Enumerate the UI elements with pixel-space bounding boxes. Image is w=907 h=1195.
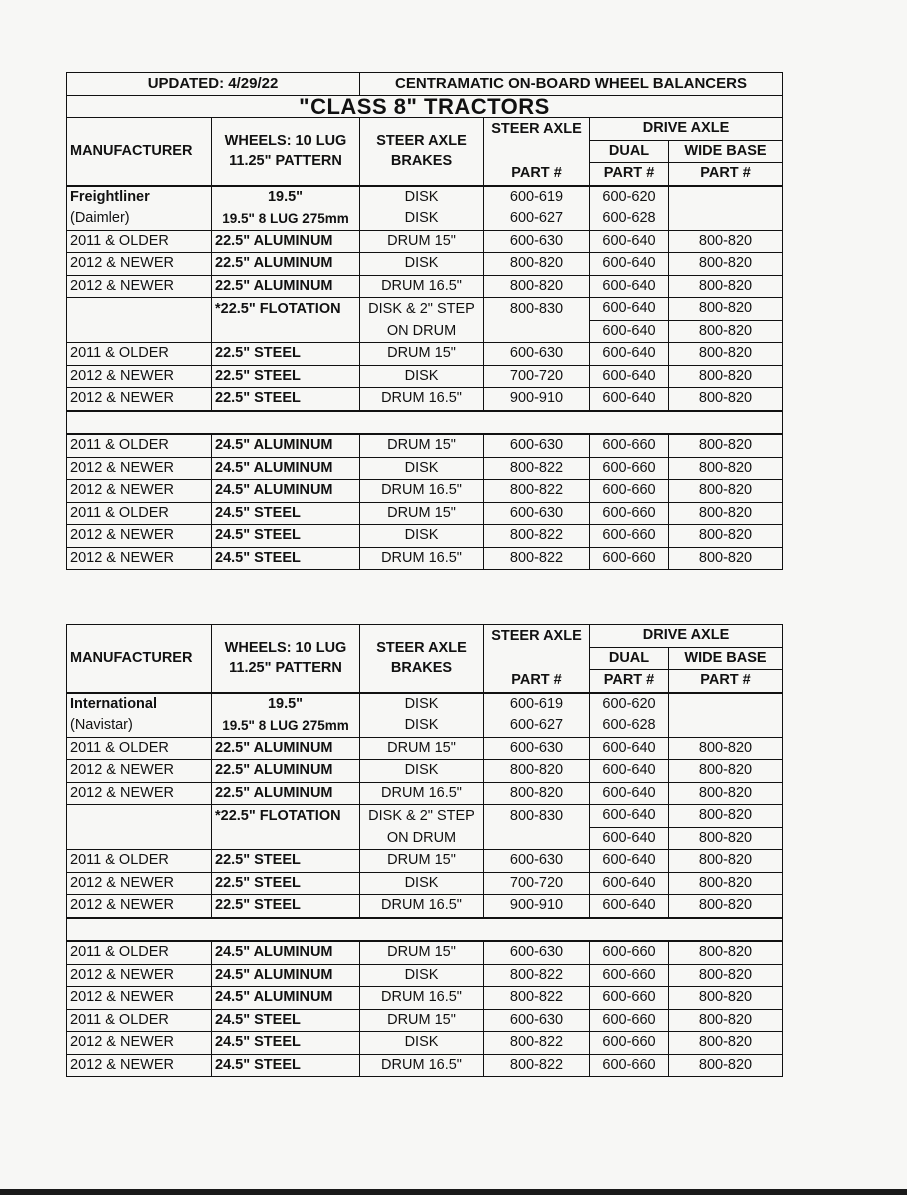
- table-row: 2011 & OLDER 22.5" STEEL DRUM 15" 600-630 600-640 800-820: [67, 343, 783, 366]
- col-steer-axle: STEER AXLE: [484, 625, 590, 648]
- table-row: 2012 & NEWER 24.5" STEEL DRUM 16.5" 800-822 600-660 800-820: [67, 1054, 783, 1077]
- table-row: 2011 & OLDER 24.5" STEEL DRUM 15" 600-630 600-660 800-820: [67, 502, 783, 525]
- col-drive-axle: DRIVE AXLE: [590, 625, 783, 648]
- table-row: 2011 & OLDER 22.5" STEEL DRUM 15" 600-630 600-640 800-820: [67, 850, 783, 873]
- table-row: 2012 & NEWER 22.5" ALUMINUM DRUM 16.5" 800-820 600-640 800-820: [67, 782, 783, 805]
- col-drive-axle: DRIVE AXLE: [590, 118, 783, 141]
- col-wide-part: PART #: [669, 163, 783, 186]
- table-row: 2012 & NEWER 24.5" ALUMINUM DRUM 16.5" 800-822 600-660 800-820: [67, 987, 783, 1010]
- col-wheels: WHEELS: 10 LUG 11.25" PATTERN: [224, 133, 347, 170]
- page-title: "CLASS 8" TRACTORS: [67, 95, 783, 118]
- table-row: 2011 & OLDER 24.5" ALUMINUM DRUM 15" 600-630 600-660 800-820: [67, 434, 783, 457]
- table-row: 2012 & NEWER 24.5" ALUMINUM DRUM 16.5" 800-822 600-660 800-820: [67, 480, 783, 503]
- freightliner-table: [66, 72, 783, 570]
- table-row: (Daimler) 19.5" 8 LUG 275mm DISK 600-627 600-628: [67, 208, 783, 230]
- international-table: [66, 624, 783, 1077]
- col-dual-part: PART #: [590, 670, 669, 693]
- table-row: 2012 & NEWER 22.5" STEEL DRUM 16.5" 900-910 600-640 800-820: [67, 895, 783, 918]
- table-row: 2012 & NEWER 24.5" STEEL DISK 800-822 600-660 800-820: [67, 1032, 783, 1055]
- table-row: *22.5" FLOTATION DISK & 2" STEP 800-830 600-640 800-820: [67, 298, 783, 321]
- col-steer-axle: STEER AXLE: [484, 118, 590, 141]
- table-row: 2012 & NEWER 22.5" STEEL DISK 700-720 600-640 800-820: [67, 365, 783, 388]
- col-steer-brakes: STEER AXLE BRAKES: [376, 133, 467, 170]
- manufacturer-sub: (Navistar): [67, 715, 212, 737]
- table-row: 2012 & NEWER 24.5" STEEL DISK 800-822 600-660 800-820: [67, 525, 783, 548]
- table-row: 2012 & NEWER 22.5" STEEL DRUM 16.5" 900-910 600-640 800-820: [67, 388, 783, 411]
- table-row: ON DRUM 600-640 800-820: [67, 320, 783, 343]
- table-row: 2012 & NEWER 22.5" STEEL DISK 700-720 600-640 800-820: [67, 872, 783, 895]
- col-wheels: WHEELS: 10 LUG 11.25" PATTERN: [224, 640, 347, 677]
- section-divider: [67, 411, 783, 435]
- product-title: CENTRAMATIC ON-BOARD WHEEL BALANCERS: [360, 73, 783, 96]
- table-row: ON DRUM 600-640 800-820: [67, 827, 783, 850]
- col-dual: DUAL: [590, 647, 669, 670]
- table-row: 2011 & OLDER 22.5" ALUMINUM DRUM 15" 600-630 600-640 800-820: [67, 230, 783, 253]
- table-row: 2011 & OLDER 24.5" STEEL DRUM 15" 600-630 600-660 800-820: [67, 1009, 783, 1032]
- table-row: 2012 & NEWER 24.5" ALUMINUM DISK 800-822 600-660 800-820: [67, 457, 783, 480]
- section-divider: [67, 918, 783, 942]
- manufacturer-name: Freightliner: [67, 186, 212, 209]
- col-steer-brakes: STEER AXLE BRAKES: [376, 640, 467, 677]
- col-wide-part: PART #: [669, 670, 783, 693]
- table-row: Freightliner 19.5" DISK 600-619 600-620: [67, 186, 783, 209]
- col-dual-part: PART #: [590, 163, 669, 186]
- table-row: International 19.5" DISK 600-619 600-620: [67, 693, 783, 716]
- table-row: 2011 & OLDER 24.5" ALUMINUM DRUM 15" 600-630 600-660 800-820: [67, 941, 783, 964]
- col-steer-part: PART #: [484, 670, 590, 693]
- table-row: 2012 & NEWER 24.5" STEEL DRUM 16.5" 800-822 600-660 800-820: [67, 547, 783, 570]
- col-manufacturer: MANUFACTURER: [67, 625, 212, 693]
- updated-date: UPDATED: 4/29/22: [67, 73, 360, 96]
- table-row: 2012 & NEWER 24.5" ALUMINUM DISK 800-822 600-660 800-820: [67, 964, 783, 987]
- col-steer-part: PART #: [484, 163, 590, 186]
- col-wide-base: WIDE BASE: [669, 647, 783, 670]
- table-row: 2012 & NEWER 22.5" ALUMINUM DRUM 16.5" 800-820 600-640 800-820: [67, 275, 783, 298]
- table-row: 2011 & OLDER 22.5" ALUMINUM DRUM 15" 600-630 600-640 800-820: [67, 737, 783, 760]
- table-row: 2012 & NEWER 22.5" ALUMINUM DISK 800-820 600-640 800-820: [67, 760, 783, 783]
- col-manufacturer: MANUFACTURER: [67, 118, 212, 186]
- table-row: *22.5" FLOTATION DISK & 2" STEP 800-830 600-640 800-820: [67, 805, 783, 828]
- page-bottom-edge: [0, 1189, 907, 1195]
- col-wide-base: WIDE BASE: [669, 140, 783, 163]
- manufacturer-name: International: [67, 693, 212, 716]
- table-row: 2012 & NEWER 22.5" ALUMINUM DISK 800-820 600-640 800-820: [67, 253, 783, 276]
- col-dual: DUAL: [590, 140, 669, 163]
- manufacturer-sub: (Daimler): [67, 208, 212, 230]
- table-row: (Navistar) 19.5" 8 LUG 275mm DISK 600-627 600-628: [67, 715, 783, 737]
